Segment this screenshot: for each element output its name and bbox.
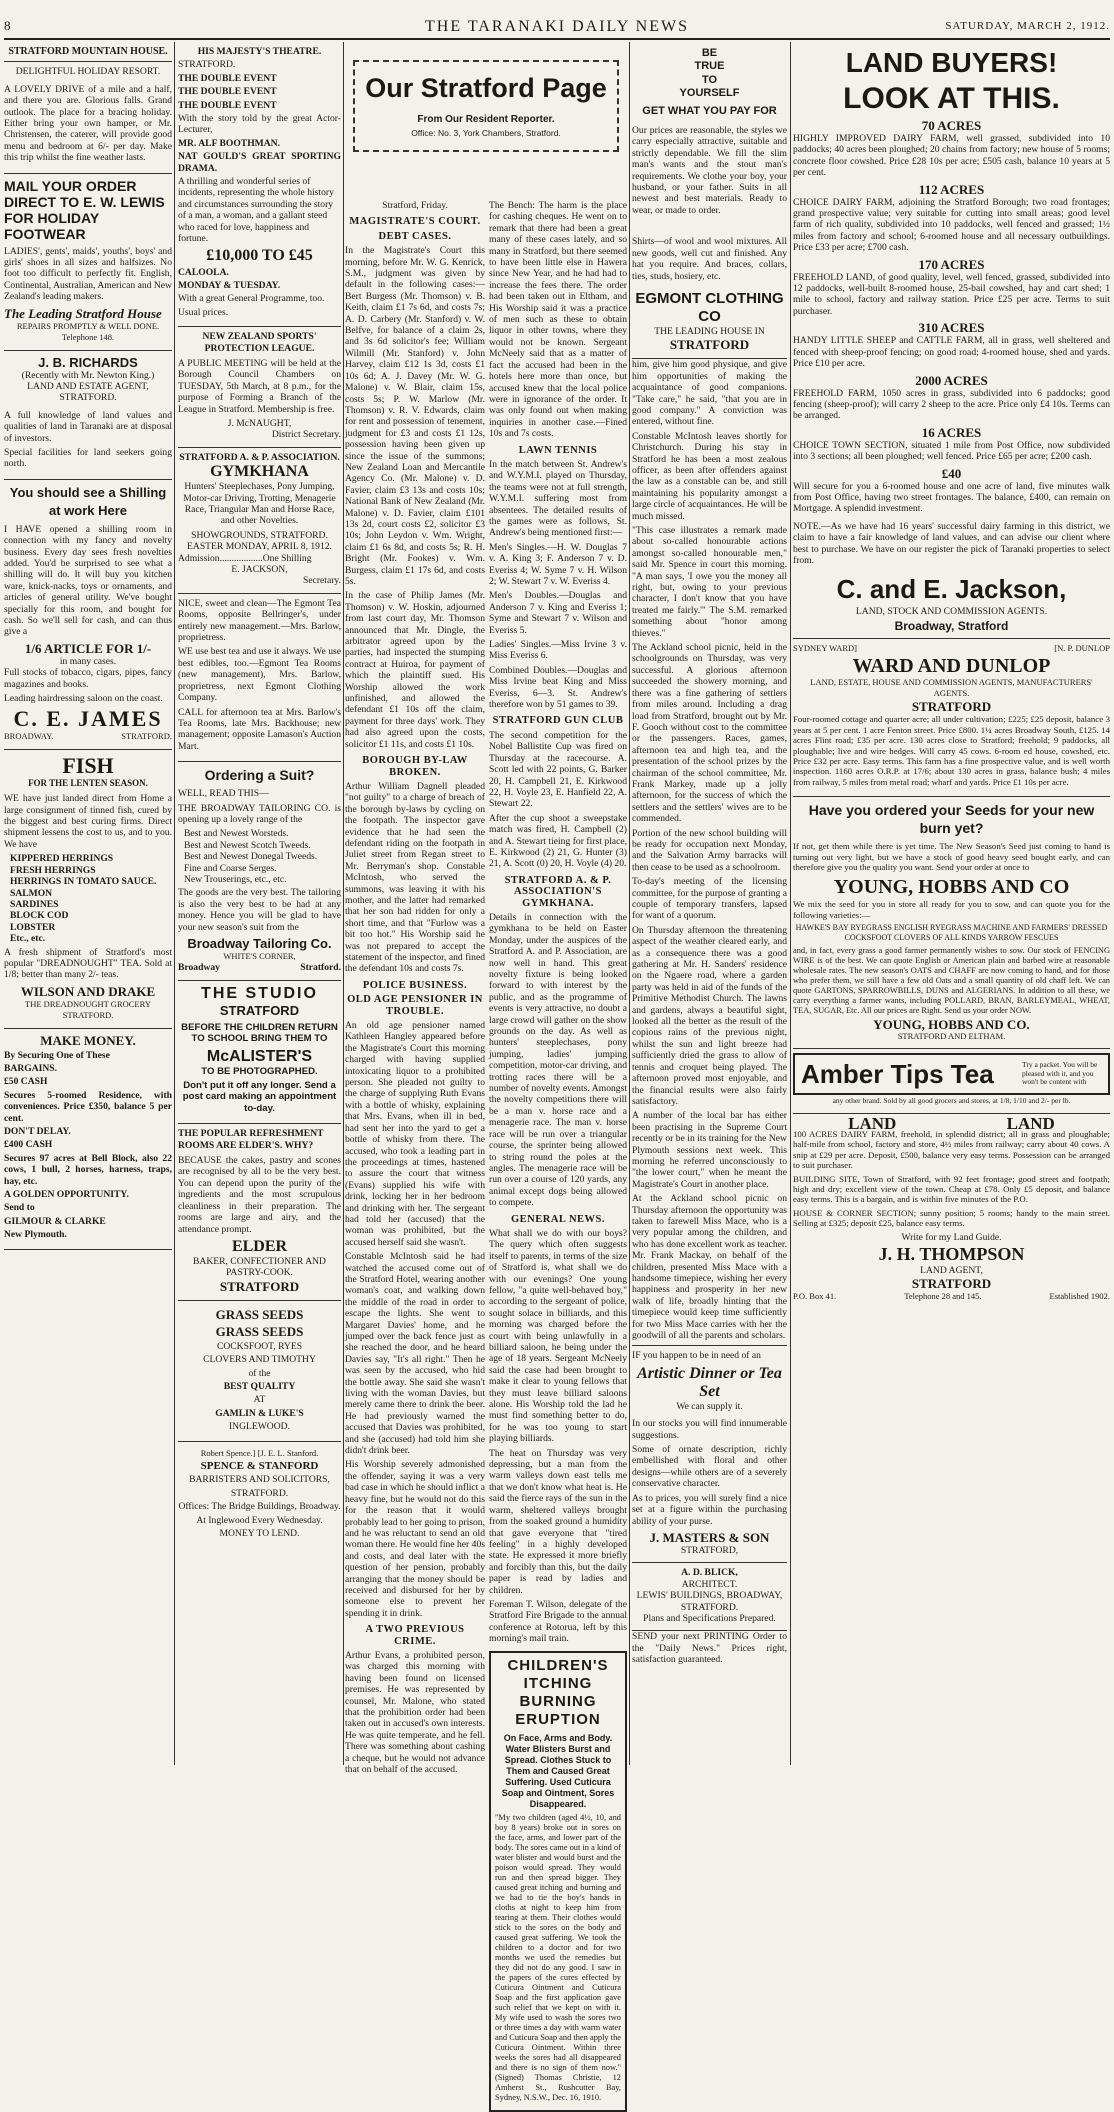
ad-ward-dunlop [793,639,1110,797]
slogan-line: TO [701,73,718,86]
ad-line: LAND AGENT, [920,1264,983,1276]
article-paragraph: Arthur William Dagnell pleaded "not guilty" to a charge of breach of the borough by-laws by cycling on the footpath. The inspector gave evidence that he had seen the defendant riding on the footpath in Juliet street from Regan street to Mr. Berryman's shop. Constable McIntosh, who served the summons, was leaving it with his mother, and the latter had remarked that her son had ridden for only a short time, and that "Furlow was a bit too hot." His Worship said he was not prepared to accept the statement of the inspector, and fined the defendant 10s and costs 7s. [345,780,485,975]
article-paragraph: Constable McIntosh leaves shortly for Christchurch. During his stay in Stratford he has been a most zealous officer, as been after offenders against the law as a constable can be, and still maintaining his popularity amongst a large circle of acquaintances. He will be much missed. [632,430,787,522]
masthead [4,18,1110,40]
ad-body: WE have just landed direct from Home a large consignment of tinned fish, cured by the biggest and best curing firms. Direct shipment lessens the cost to us, and to you. We have [4,793,172,850]
ad-amber-tips [793,1049,1110,1113]
ad-line: P.O. Box 41. [793,1291,837,1302]
list-item: Best and Newest Donegal Tweeds. [184,851,318,863]
ad-price: 1/6 ARTICLE FOR 1/- [24,640,152,656]
ad-name: C. E. JAMES [13,706,163,732]
ad-name: McALISTER'S [206,1047,313,1065]
ad-line: A GOLDEN OPPORTUNITY. [4,1189,129,1201]
list-item: BLOCK COD [10,910,69,922]
article-paragraph: Men's Singles.—H. W. Douglas 7 v. A. King 3; F. Anderson 7 v. D. Everiss 4; W. Syme 7 v. H. Wilson 2; W. Stewart 7 v. W. Everiss 4. [489,541,627,587]
ad-gilmour-clarke [4,1029,172,1250]
ad-line: of the [248,1367,271,1379]
ad-title: THE POPULAR REFRESHMENT ROOMS ARE ELDER'S. WHY? [178,1128,324,1151]
ad-line: STRATFORD. [230,1487,289,1499]
article-paragraph: His Worship severely admonished the offender, saying it was a very bad case in which he should inflict a heavy fine, but he would not do this for the reason that it would probably lead to her going to prison, and he was reluctant to send an old woman there. He would fine her 40s and costs, and deal later with the question of her pension, probably arranging that the money should be received and disbursed for her by someone else to prevent her spending it in drink. [345,1459,485,1619]
page-number: 8 [4,18,11,33]
ad-line: INGLEWOOD. [228,1421,290,1433]
ad-line: STRATFORD [911,1276,992,1292]
ad-title: FISH [62,752,114,778]
ad-body: Some of ornate description, richly embellished with floral and other designs—while others are of a severely conservative character. [632,1444,787,1490]
ad-body: We mix the seed for you in store all ready for you to sow, and can quote you for the following varieties:— [793,899,1110,920]
column-rule [629,42,630,1765]
ad-line: LEWIS' BUILDINGS, BROADWAY, [636,1590,783,1602]
ad-line: THE DOUBLE EVENT [178,72,277,84]
ad-line: LAND, ESTATE, HOUSE AND COMMISSION AGENTS, MANUFACTURERS' AGENTS. [810,676,1093,698]
ad-line: MONDAY & TUESDAY. [178,279,281,291]
ad-line: SYDNEY WARD] [793,643,857,654]
ad-young-hobbs [793,797,1110,1049]
ad-body: BEFORE THE CHILDREN RETURN TO SCHOOL BRING THEM TO [181,1021,338,1045]
ad-line: Broadway [178,962,220,974]
ad-line: Send to [4,1202,35,1214]
article-paragraph: Constable McIntosh said he had watched the accused come out of the Stratford Hotel, wearing another woman's coat, and walking down the middle of the road in order to escape the lights. She went to Margaret Davies' home, and he jumped over the back fence just as she reached the door, and he heard Davies say, "It's all right." Then he was seen by the accused, who hid the bottle away. She said she wasn't living with the woman Davies, but merely came there to drink the beer. He had previously warned the accused that Davies was prohibited, and she (accused) had told him she didn't drink beer. [345,1251,485,1457]
article-paragraph: What shall we do with our boys? The query which often suggests itself to parents, in terms of the size of Stratford is, what shall we do with our evenings? One young fellow, "a quite well-behaved boy," according to the sergeant of police, sought solace in billiards, and this morning was charged before the court with being unlawfully in a billiard saloon, he being under the age of 18 years. Sergeant McNeely said the case had been brought to make it clear to young fellows that they must leave billiard saloons alone. His Worship told the lad he must find something better to do, for he was too young to start playing billiards. [489,1227,627,1445]
property-body: HANDY LITTLE SHEEP and CATTLE FARM, all in grass, well sheltered and fenced with sheep-proof fencing; on good road; 4-roomed house, shed and yards. Price £10 per acre. [793,335,1110,370]
ad-price: £10,000 TO £45 [206,246,313,264]
ad-title: CHILDREN'S ITCHING BURNING ERUPTION [507,1656,609,1728]
ad-subtitle: On Face, Arms and Body. Water Blisters Burst and Spread. Clothes Stuck to Them and Caused Great Suffering. Used Cuticura Soap and Ointment, Sores Disappeared. [501,1732,615,1809]
ad-line: MONEY TO LEND. [219,1528,300,1539]
article-subheading: OLD AGE PENSIONER IN TROUBLE. [347,994,483,1017]
issue-date: SATURDAY, MARCH 2, 1912. [945,20,1110,32]
ad-tea-rooms [178,594,341,762]
property-1 [793,182,1110,254]
ad-line: in many cases. [59,655,117,667]
slogan-line: TRUE [694,60,725,73]
ad-body: A PUBLIC MEETING will be held at the Borough Council Chambers on TUESDAY, 5th March, at 8 p.m., for the purpose of Forming a Branch of the League in Stratford. Membership is free. [178,357,341,415]
ad-egmont-clothing [632,42,787,359]
ad-body: "My two children (aged 4½, 10, and boy 8 years) broke out in sores on the face, arms, and lower part of the body. The sores came out in a kind of water blister and would burst and the poison would spread. They would run and then spread bigger. They caused great itching and burning and we had to tie the boy's hands in cloths at night to keep him from tearing at them. Their clothes would stick to the sores on the body and caused great suffering. We took the children to a doctor and for two months we used the remedies but they did not do any good. I saw in the papers of the cures effected by Cuticura Ointment and Cuticura Soap and the first application gave such relief that we kept on with it. My wife used to wash the sores two or three times a day with warm water and Cuticura Soap and then apply the Cuticura Ointment. Within three weeks the sores had all disappeared and there is no sign of them now." (Signed) Thomas Christie, 12 Amherst St., Rushcutter Bay, Sydney, N.S.W., Dec. 16, 1910. [495,1812,621,2102]
ad-james [4,480,172,750]
ad-name: ELDER [231,1237,288,1255]
ad-body: As to prices, you will surely find a nice set at a figure within the purchasing ability of your purse. [632,1492,787,1527]
ad-line: STRATFORD. [62,1010,114,1021]
ad-title: Artistic Dinner or Tea Set [637,1364,782,1400]
ad-name: GILMOUR & CLARKE [4,1215,106,1227]
ad-line: MR. ALF BOOTHMAN. [178,137,280,149]
ad-gymkhana [178,448,341,594]
stratford-page-banner-wrap [345,42,627,192]
list-item: Fine and Coarse Serges. [184,862,277,874]
property-0 [793,118,1110,179]
ad-line: WELL, READ THIS— [178,788,269,800]
ad-body: A LOVELY DRIVE of a mile and a half, and there you are. Glorious falls. Grand outlook. The place for a bracing holiday. Either bring your own hamper, or Mr. Christensen, the caterer, will provide good menu and bedroom at 6/- per day. Make this trip whilst the fine weather lasts. [4,83,172,164]
article-paragraph: The Ackland school picnic, held in the schoolgrounds on Thursday, was very successful. A glorious afternoon succeeded the showery morning, and there was a fine gathering of settlers from miles around. Including a drag load from Stratford, brought out by Mr. F. Gooch without cost to the committee or the passengers. Races, games, afternoon tea and high tea, and the presentation of the school prizes by the chairman of the school committee, Mr. Frank Markey, made up a jolly afternoon, for the success of which the settlers and the settlers' wives are to be commended. [632,642,787,825]
article-paragraph: Arthur Evans, a prohibited person, was charged this morning with having been found on licensed premises. He was represented by counsel, Mr. Malone, who stated that the prohibition order had been taken out in accused's own interests. He was quite temperate, and he fell. There was something about cashing a cheque, but he would not advance that on behalf of the accused. [345,1649,485,1776]
ad-richards [4,351,172,480]
ad-jackson [793,42,1110,639]
ad-line: DON'T DELAY. [4,1126,71,1137]
article-paragraph: Details in connection with the gymkhana to be held on Easter Monday, under the auspices of the Stratford A. and P. Association, are now well in hand. This great novelty fixture is being looked forward to with interest by the public, and as the programme of events is very attractive, no doubt a large crowd will gather on the show grounds on the day. As well as hunters' steeplechases, pony jumping, ladies' jumping competition, motor-car driving, and trotting races there will be a number of novelty events. Amongst the novelty competitions there will be a man v. horse race and a menagerie race. The man v. horse race will be run over a triangular course, the sprinter being allowed to string round the poles at the angles. The menagerie race will be run over a course of 120 yards, any animal except dogs being allowed to compete. [489,911,627,1209]
property-5 [793,425,1110,463]
property-body: FREEHOLD FARM, 1050 acres in grass, subdivided into 6 paddocks; good fencing (sheep-proof); will carry 2 sheep to the acre. Price only £4 10s. Terms can be arranged. [793,387,1110,422]
ad-event: GYMKHANA [210,463,309,481]
ad-name: J. MASTERS & SON [649,1529,770,1545]
ad-name: YOUNG, HOBBS AND CO [833,876,1070,899]
ad-sports-league [178,327,341,448]
article-subheading: DEBT CASES. [378,230,452,242]
ad-lewis-footwear [4,174,172,351]
ad-title: HIS MAJESTY'S THEATRE. [197,46,322,57]
ad-line: Write for my Land Guide. [901,1231,1002,1243]
section-subtitle: From Our Resident Reporter. [417,114,555,125]
ad-name: SPENCE & STANFORD [200,1459,319,1472]
ad-line: E. JACKSON, [231,564,288,576]
column-2 [178,42,341,1765]
property-body: CHOICE DAIRY FARM, adjoining the Stratford Borough; two road frontages; grand prospective value; very suitable for cutting into small areas; good level farm of rich quality, subdivided into 10 paddocks, well fenced and grassed; 1½ miles from factory and school; 6-roomed house and all necessary outbuildings. Price £33 per acre; £700 cash. [793,196,1110,254]
ad-line: THE DOUBLE EVENT [178,86,277,98]
ad-mountain-house [4,42,172,174]
ad-footer: REPAIRS PROMPTLY & WELL DONE. Telephone 148. [16,320,160,343]
list-item: New Trouserings, etc., etc. [184,873,287,885]
property-4 [793,373,1110,422]
ad-line: STRATFORD [219,1002,300,1018]
ad-masters [632,1345,787,1563]
list-item: Best and Newest Scotch Tweeds. [184,839,311,851]
ad-line: GRASS SEEDS [215,1306,304,1322]
ad-body: Our prices are reasonable, the styles we carry especially attractive, suitable and strictly dependable. We fill the slim man's wants and the stout man's requirements. We clothe your boy, your husband, or your father. Suits in all newest and best materials. Ready to wear, or made to order. [632,125,787,216]
article-heading: MAGISTRATE'S COURT. [349,216,481,228]
ad-line: Stratford. [300,962,341,974]
ad-spence-stanford [178,1442,341,1548]
ad-note: NOTE.—As we have had 16 years' successful dairy farming in this district, we claim to have a fair knowledge of land values, and can advise our client where best to purchase. We have on our register the pick of Taranaki properties to select from. [793,520,1110,566]
ad-line: LAND, STOCK AND COMMISSION AGENTS. [855,606,1048,618]
ad-body: A full knowledge of land values and qualities of land in Taranaki are at disposal of investors. [4,409,172,444]
ad-line: STRATFORD [219,1278,300,1294]
ad-line: Established 1902. [1049,1291,1110,1302]
ad-title: Ordering a Suit? [204,767,315,784]
seed-varieties: HAWKE'S BAY RYEGRASS ENGLISH RYEGRASS MACHINE AND FARMERS' DRESSED COCKSFOOT CLOVERS OF ALL KINDS YARROW FESCUES [795,923,1108,943]
ad-line: IF you happen to be in need of an [632,1350,761,1362]
ad-title: MAKE MONEY. [40,1032,136,1048]
article-paragraph: The Bench: The harm is the place for cashing cheques. He went on to remark that there had been a great many of these cases lately, and so many in Stratford, but there seemed to have been little else in Hawera since New Year, and he had had to increase the fees there. The order had been taken out in Eltham, and His Worship said it was a practice of men such as these to obtain liquor in other towns, where they would not be known. Sergeant McNeely said that as a matter of fact the accused had been in the hotels here more than once, but accused knew that the local police were in ignorance of the order. It was only found out when making inquiries in another case.—Fined 10s and 7s costs. [489,200,627,440]
ad-body: THE BROADWAY TAILORING CO. is opening up a lovely range of the [178,802,341,825]
article-paragraph: A number of the local bar has either been practising in the Supreme Court recently or be in its training for the New Plymouth sessions next week. This morning he referred unconsciously to "the lower court," when he meant the Magistrate's Court in another place. [632,1110,787,1190]
section-office: Office: No. 3, York Chambers, Stratford. [411,128,561,139]
ad-line: We can supply it. [676,1400,743,1412]
ad-price: £50 CASH [4,1076,48,1088]
article-paragraph: Men's Doubles.—Douglas and Anderson 7 v. King and Everiss 1; Syme and Stewart 7 v. Wilson and Everiss 5. [489,590,627,636]
ad-title: STRATFORD A. & P. ASSOCIATION. [179,451,340,463]
article-paragraph: In the case of Philip James (Mr. Thomson) v. W. Hoskin, adjourned from last court day, Mr. Thomson announced that Mr. Dingle, the arbitrator agreed upon by the parties, had inspected the stumping contract at Huiroa, for payment of which the plaintiff sued. His Worship allowed the work unfinished, and allowed the defendant £1 10s off the claim, payment for three days' work. They had also agreed upon the costs, solicitor £1 11s, and costs £1 10s. [345,590,485,750]
ad-line: [N. P. DUNLOP [1054,643,1110,654]
ad-line: Robert Spence.] [J. E. L. Stanford. [200,1447,319,1458]
ad-title: LOOK AT THIS. [843,82,1060,115]
slogan-line: YOURSELF [679,87,740,100]
ad-grass-seeds [178,1301,341,1442]
ad-line: Admission..................One Shilling [178,552,312,564]
article-paragraph: Ladies' Singles.—Miss Irvine 3 v. Miss Everiss 6. [489,639,627,662]
article-paragraph: Portion of the new school building will be ready for occupation next Monday, and the Salvation Army barracks will then cease to be used as a schoolroom. [632,827,787,873]
ad-line: AT [253,1394,266,1406]
ad-body: Shirts—of wool and wool mixtures. All new goods, well cut and finished. Any hat you require. And braces, collars, ties, studs, hosiery, etc. [632,236,787,282]
ad-body: CALL for afternoon tea at Mrs. Barlow's Tea Rooms, late Mrs. Backhouse; new management; opposite Lamason's Auction Mart. [178,706,341,752]
ad-subtitle: DELIGHTFUL HOLIDAY RESORT. [15,66,161,78]
property-2 [793,257,1110,318]
ad-name: EGMONT CLOTHING CO [635,289,784,325]
ad-title: You should see a Shilling at work Here [9,484,167,518]
ad-name: Broadway Tailoring Co. [187,936,332,951]
property-body: CHOICE TOWN SECTION, situated 1 mile from Post Office, now subdivided into 3 sections; all been ploughed; well fenced. Price £65 per acre; £200 cash. [793,439,1110,463]
ad-broadway-tailoring [178,762,341,981]
paper-title: THE TARANAKI DAILY NEWS [425,18,689,35]
ad-line: New Plymouth. [4,1229,67,1241]
article-paragraph: "This case illustrates a remark made about so-called honourable actions amongst so-called honourable men," said Mr. Spence in court this morning. "A man says, 'I owe you the money all right, but, owing to your previous character, I don't know that you have treated me fairly.'" The S.M. remarked something about "honor among thieves." [632,525,787,639]
ad-line: With a great General Programme, too. [178,293,325,305]
property-size: 70 ACRES [921,118,982,133]
ad-name: GAMLIN & LUKE'S [215,1407,304,1419]
ad-line: STRATFORD. [59,392,117,404]
news-column-a [345,200,485,1776]
dateline: Stratford, Friday. [382,200,448,211]
ad-body: If not, get them while there is yet time. The New Season's Seed just coming to hand is turning out very light, but we have a stock of good heavy seed bought early, and can therefore give you the quality you want. Send your order at once to [793,841,1110,873]
ad-title: Have you ordered your Seeds for your new burn yet? [808,802,1095,837]
ad-body: NICE, sweet and clean—The Egmont Tea Rooms, opposite Bellringer's, under entirely new management.—Mrs. Barlow, proprietress. [178,597,341,644]
list-item: FRESH HERRINGS [10,864,96,876]
article-heading: STRATFORD A. & P. ASSOCIATION'S GYMKHANA. [504,874,612,909]
ad-name: WILSON AND DRAKE [20,983,156,999]
ad-subtitle: FOR THE LENTEN SEASON. [28,777,148,788]
ad-body: In our stocks you will find innumerable suggestions. [632,1418,787,1441]
ad-line: Try a packet. You will be pleased with it, and you won't be content with [1022,1060,1098,1087]
divider [4,61,172,62]
article-paragraph: On Thursday afternoon the threatening aspect of the weather cleared early, and as a consequence there was a good gathering at Mr. H. Sanders' residence on the Ngaere road, where a garden party was held in aid of the funds of the Primitive Methodist Church. The lawns and gardens, always a beautiful sight, looked all the better as the result of the copious rains of the previous night, whilst the sun and light breeze had sufficiently dried the grass to allow of tennis and croquet being played. The afternoon proved most enjoyable, and the financial results were also fairly satisfactory. [632,924,787,1107]
ad-line: STRATFORD, [680,1544,739,1556]
ad-line: any other brand. Sold by all good grocers and stores, at 1/8, 1/10 and 2/- per lb. [832,1096,1071,1106]
list-item: KIPPERED HERRINGS [10,853,114,865]
article-paragraph: In the match between St. Andrew's and W.Y.M.I. played on Thursday, the teams were not at full strength, W.Y.M.I. suffering most from absentees. The detailed results of the games were as follows, St. Andrew's being mentioned first:— [489,458,627,539]
ad-line: STRATFORD. [680,1601,739,1613]
section-title: Our Stratford Page [365,73,607,103]
article-heading: POLICE BUSINESS. [362,979,468,991]
news-column-b [489,200,627,2102]
slogan [632,48,787,117]
ad-line: EASTER MONDAY, APRIL 8, 1912. [187,541,332,553]
ad-line: Broadway, Stratford [894,618,1009,633]
ad-line: LAND AND ESTATE AGENT, [27,380,149,392]
slogan-line: BE [701,47,718,59]
article-heading: LAWN TENNIS [518,444,598,456]
ad-line: BEST QUALITY [223,1380,296,1392]
article-paragraph: The second competition for the Nobel Ballistite Cup was fired on Thursday at the racecourse. A. Scott led with 22 points, G. Barker 20, H. Campbell 21, E. Kirkwood 22, H. Voyle 23, E. Hanfield 22, A. Stewart 22. [489,729,627,810]
ad-line: THE DREADNOUGHT GROCERY [25,998,151,1009]
ad-line: (Recently with Mr. Newton King.) [21,369,155,381]
ad-title: LAND BUYERS! [845,47,1058,78]
ad-line: At Inglewood Every Wednesday. [196,1514,323,1526]
ad-name: A. D. BLICK, [681,1567,738,1579]
property-body: Will secure for you a 6-roomed house and one acre of land, five minutes walk from Post Office, having two street frontages. The balance, £400, can remain on Mortgage. A splendid investment. [793,480,1110,515]
ad-blick [632,1563,787,1631]
ad-line: WHITE'S CORNER, [223,951,296,961]
ad-line: BROADWAY. [4,731,54,742]
ad-body: I HAVE opened a shilling room in connection with my fancy and novelty business. Every day sees fresh novelties added. You'd be surprised to see what a shilling will do. It will buy you kitchen ware, knick-nacks, toys or ornaments, and articles of general utility. We've bought specially for this room, and bought for cash. So we'll sell for cash, and can thus give a [4,523,172,638]
ad-body: Four-roomed cottage and quarter acre; all under cultivation; £225; £25 deposit, balance 3 years at 5 per cent. 1 acre Fenton street. Price £800. 1¼ acres Broadway South, £125. 14 acres Flint road; £35 per acre. 130 acres close to Stratford; freehold; 9 paddocks, all ploughable; live and wire hedges. Will carry 45 cows. 6-room ed house, cowshed, etc. Price £32 per acre. Easy terms. This farm has a fine prospective value, and is well worth inspection. 1160 acres O.R.P. at 17/6; about 130 acres in grass, balance bush; 4 miles from railway, 5 miles from metal road; wharf and yards. Price £1 10s per acre. [793,714,1110,787]
column-rule [174,42,175,1765]
ad-line: STRATFORD [911,699,992,715]
ad-body: The goods are the very best. The tailoring is also the very best to be had at any money. Hence you will be glad to have your new season's suit from the [178,887,341,933]
property-size: 310 ACRES [918,320,985,336]
ad-body: LADIES', gents', maids', youths', boys' and girls' shoes in all sizes and halfsizes. No foot too difficult to perfectly fit. English, Continental, Australian, American and New Zealand's leading makers. [4,245,172,303]
ad-thompson [793,1114,1110,1309]
ad-line: STRATFORD AND ELTHAM. [897,1030,1006,1041]
ad-line: BARGAINS. [4,1062,58,1074]
article-paragraph: Combined Doubles.—Douglas and Miss Irvine beat King and Miss Everiss, 6—3. St. Andrew's therefore won by 51 games to 39. [489,664,627,711]
ad-line: TO BE PHOTOGRAPHED. [201,1065,318,1077]
ad-body: 100 ACRES DAIRY FARM, freehold, in splendid district; all in grass and ploughable; half-mile from school, factory and store, 4½ miles from railway; carry about 40 cows. A snip at £29 per acre. Deposit, £500, balance very easy terms. Possession can be arranged to suit purchaser. [793,1128,1110,1171]
ad-fish [4,750,172,1029]
ad-body: BECAUSE the cakes, pastry and scones are recognised by all to be the very best. You can depend upon the purity of the ingredients and the most scrupulous cleanliness in their preparation. The rooms are large and airy, and the attendance prompt. [178,1155,341,1235]
ad-price: £400 CASH [4,1139,53,1151]
article-paragraph: An old age pensioner named Kathleen Hangley appeared before the Magistrate's Court this morning charged with having supplied intoxicating liquor to a prohibited person. She pleaded not guilty to the charge of supplying Ruth Evans with a bottle of whisky, explaining that Mrs. Evans, when ill in bed, had sent her into the yard to get a bottle of whisky from there. The accused, who took a leading part in the proceedings at times, hastened to assure the court that witness (Evans) supplied his wife with drink, locking her in her bedroom and drinking with her. The sergeant had told her (accused) that the woman was prohibited, but the accused herself said she wasn't. [345,1020,485,1248]
ad-body: and, in fact, every grass a good farmer permanently wishes to sow. Our stock of FENCING WIRE is of the best. We can quote English or American plain and barbed wire at reasonable wholesale rates. The new season's OATS and CHAFF are now coming to hand, and for those who prefer them, we still have a few old Oats and a small quantity of old chaff left. We can quote GARTONS, SPARROWBILLS, DUNS and ALGERIANS. In addition to all these, we carry everything a farmer wants, including POLLARD, BRAN, BARLEYMEAL, WHEAT, TEA, SUGAR, Etc. All our prices are Right. Send us your order NOW. [793,946,1110,1016]
ad-body: Leading hairdressing saloon on the coast. [4,693,163,705]
ad-line: STRATFORD. [121,731,172,742]
ad-line: BARRISTERS AND SOLICITORS, [189,1474,330,1486]
article-heading: A TWO PREVIOUS CRIME. [365,1624,465,1647]
article-paragraph: After the cup shoot a sweepstake match was fired, H. Campbell (2) and A. Stewart tieing for first place, E. Kirkwood (2) 21, G. Hunter (3) 21, A. Scott (0) 20, H. Voyle (4) 20. [489,812,627,870]
article-heading: BOROUGH BY-LAW BROKEN. [362,755,468,778]
article-heading: GENERAL NEWS. [510,1213,606,1225]
ad-printing: SEND your next PRINTING Order to the "Daily News." Prices right, satisfaction guaranteed. [632,1631,787,1666]
article-paragraph: At the Ackland school picnic on Thursday afternoon the opportunity was taken to farewell Miss Mace, who is a very popular among the children, and who has done excellent work as teacher. Mr. Frank Mackay, on behalf of the children, presented Miss Mace with a handsome timepiece, wishing her every happiness and prosperity in her new walk of life, broadly hinting that the timepiece would keep time sufficiently for two Miss Mace carries with her the goodwill of all the parents and scholars. [632,1193,787,1342]
ad-body: WE use best tea and use it always. We use best edibles, too.—Egmont Tea Rooms (new management), Mrs. Barlow, proprietress, next Egmont Clothing Company. [178,646,341,704]
ad-line: STRATFORD. [178,59,236,71]
ad-body: A fresh shipment of Stratford's most popular "DREADNOUGHT" TEA. Sold at 1/8; better than many 2/- teas. [4,946,172,981]
ad-line: NAT GOULD'S GREAT SPORTING DRAMA. [178,151,341,174]
property-body: HIGHLY IMPROVED DAIRY FARM, well grassed, subdivided into 10 paddocks; 40 acres been ploughed; 20 chains from factory; new house of 5 rooms; concrete floor cowshed. Price £28 10s per acre; £505 cash, balance 10 years at 5 per cent. [793,133,1110,179]
ad-line: BAKER, CONFECTIONER AND PASTRY-COOK. [193,1255,326,1279]
ad-theatre [178,42,341,327]
ad-line: Plans and Specifications Prepared. [643,1612,776,1624]
list-item: SALMON [10,887,53,899]
ad-line: Offices: The Bridge Buildings, Broadway. [178,1501,341,1513]
ad-line: J. McNAUGHT, [227,417,292,429]
cloth-list [178,828,341,885]
ad-line: GRASS SEEDS [215,1323,304,1339]
ad-line: CLOVERS AND TIMOTHY [203,1354,316,1366]
article-paragraph: The heat on Thursday was very depressing, but a man from the warm valleys down east tells me that we don't know what heat is. He said the fierce rays of the sun in the warm, sheltered valleys brought from the soaked ground a humidity that gave everyone that "tired feeling" in a highly developed state. He expressed it more briefly and forcibly than this, but the daily paper is read by ladies and children. [489,1447,627,1596]
ad-cuticura [489,1651,627,2112]
ad-line: COCKSFOOT, RYES [216,1340,303,1352]
slogan-line: GET WHAT YOU PAY FOR [642,104,777,117]
property-body: FREEHOLD LAND, of good quality, level, well fenced, grassed, subdivided into 12 paddocks, well-built 8-roomed house, 25-bail cowshed, hay and cart shed; 1 mile to school, factory and railway station. Price £25 per acre. Terms to suit purchaser. [793,271,1110,317]
property-3 [793,320,1110,369]
article-paragraph: Foreman T. Wilson, delegate of the Stratford Fire Brigade to the annual conference at Rotorua, left by this morning's mail train. [489,1598,627,1645]
column-rule [343,42,344,1765]
ad-body: BUILDING SITE, Town of Stratford, with 92 feet frontage; good street and footpath; high and dry; excellent view of the town. Cheap at £78. Only £5 deposit, and balance easy terms. This is a bargain, and is within five minutes of the P.O. [793,1173,1110,1205]
ad-line: THE DOUBLE EVENT [178,99,277,111]
ad-body: Don't put it off any longer. Send a post card making an appointment to-day. [182,1080,337,1114]
column-1 [4,42,172,1765]
ad-title: THE STUDIO [201,984,318,1002]
ad-line: Secretary. [303,575,341,587]
article-paragraph: In the Magistrate's Court this morning, before Mr. W. G. Kenrick, S.M., judgment was given by default in the following cases:—Bert Burgess (Mr. Thomson) v. B. Keith, claim £1 7s 6d, and costs 7s; A. D. Carbery (Mr. Stanford) v. W. Belfve, for balance of a claim 2s, and 3s 6d solicitor's fee; William Wilmill (Mr. Stanford) v. John Harvey, claim £12 1s 3d, costs £1 10s 6d; A. J. Davey (Mr. W. G. Malone) v. W. Blair, claim 15s, costs 5s; P. W. Marlow (Mr. Thomson) v. R. V. Edwards, claim for rent and possession of tenement, judgment for £3 and costs £1 12s, possession having been given up since the issue of the summons; New Zealand Loan and Mercantile Agency Co. (Mr. Malone) v. D. Favier, claim £3 13s and costs 10s; National Bank of New Zealand (Mr. Malone) v. D. Favier, claim £101 13s 2d, court costs £2, solicitor £3 10s; John Leydon v. Wm. Wright, claim £1 6s 8d, and costs 5s; R. H. Bright (Mr. Fookes) v. Wm. Burgess, claim £1 17s 6d, and costs 5s. [345,245,485,587]
ad-elder [178,1124,341,1300]
ad-line: With the story told by the great Actor-Lecturer, [178,113,341,136]
ad-title: LAND [1006,1113,1055,1133]
ad-body: Full stocks of tobacco, cigars, pipes, fancy magazines and books. [4,667,172,690]
property-size: 16 ACRES [921,424,982,440]
column-4 [632,42,787,1765]
ad-body: Hunters' Steeplechases, Pony Jumping, Motor-car Driving, Trotting, Menagerie Race, Triangular Man and Horse Race, and other Novelties. [183,481,336,527]
ad-title: Amber Tips Tea [801,1059,994,1090]
ad-line: Usual prices. [178,306,229,318]
column-5 [793,42,1110,1765]
article-paragraph: To-day's meeting of the licensing committee, for the purpose of granting a couple of temporary transfers, lapsed for want of a quorum. [632,876,787,922]
ad-line: THE LEADING HOUSE IN [654,325,765,337]
ad-line: By Securing One of These [4,1049,110,1061]
ad-name: J. H. THOMPSON [878,1243,1025,1264]
ad-body: Secures 97 acres at Bell Block, also 22 cows, 1 bull, 2 horses, harness, traps, hay, etc. [4,1152,172,1187]
ad-title: STRATFORD MOUNTAIN HOUSE. [8,46,168,57]
list-item: LOBSTER [10,921,56,933]
ad-body: HOUSE & CORNER SECTION; sunny position; 5 rooms; handy to the main street. Selling at £325; deposit £25, balance easy terms. [793,1207,1110,1229]
list-item: SARDINES [10,898,59,910]
stratford-page-banner [353,60,619,152]
column-rule [790,42,791,1765]
ad-line: District Secretary. [271,429,341,441]
ad-name: C. and E. Jackson, [836,574,1067,605]
ad-title: J. B. RICHARDS [38,354,138,370]
ad-title: MAIL YOUR ORDER DIRECT TO E. W. LEWIS FOR HOLIDAY FOOTWEAR [4,177,165,242]
ad-name: WARD AND DUNLOP [852,654,1051,677]
ad-studio [178,981,341,1124]
ad-line: ARCHITECT. [681,1578,738,1590]
ad-line: SHOWGROUNDS, STRATFORD. [191,529,328,541]
property-size: 112 ACRES [918,181,985,197]
ad-line: CALOOLA. [178,266,229,278]
property-size: 170 ACRES [918,256,985,272]
article-heading: STRATFORD GUN CLUB [492,715,624,727]
ad-line: Telephone 28 and 145. [904,1291,982,1302]
ad-body: A thrilling and wonderful series of incidents, representing the whole history and circumstances surrounding the story of a man, a woman, and a gallant steed who raced for love, happiness and fortune. [178,176,334,245]
ad-line: STRATFORD [669,337,750,353]
fish-list [4,853,172,944]
list-item: Etc., etc. [10,933,46,945]
ad-title: NEW ZEALAND SPORTS' PROTECTION LEAGUE. [202,331,317,354]
list-item: HERRINGS IN TOMATO SAUCE. [10,876,157,888]
ad-name: YOUNG, HOBBS AND CO. [873,1017,1030,1033]
property-size: 2000 ACRES [915,372,988,388]
list-item: Best and Newest Worsteds. [184,828,289,840]
property-size: £40 [941,465,962,481]
ad-title: LAND [848,1113,897,1133]
ad-body: Special facilities for land seekers going north. [4,446,172,470]
article-paragraph: him, give him good physique, and give him opportunities of making the acquaintance of good companions. "Take care," he said, "that you are in good company." A conviction was entered, without fine. [632,359,787,428]
ad-subtitle: The Leading Stratford House [4,305,162,321]
ad-body: Secures 5-roomed Residence, with conveniences. Price £350, balance 5 per cent. [4,1089,172,1124]
